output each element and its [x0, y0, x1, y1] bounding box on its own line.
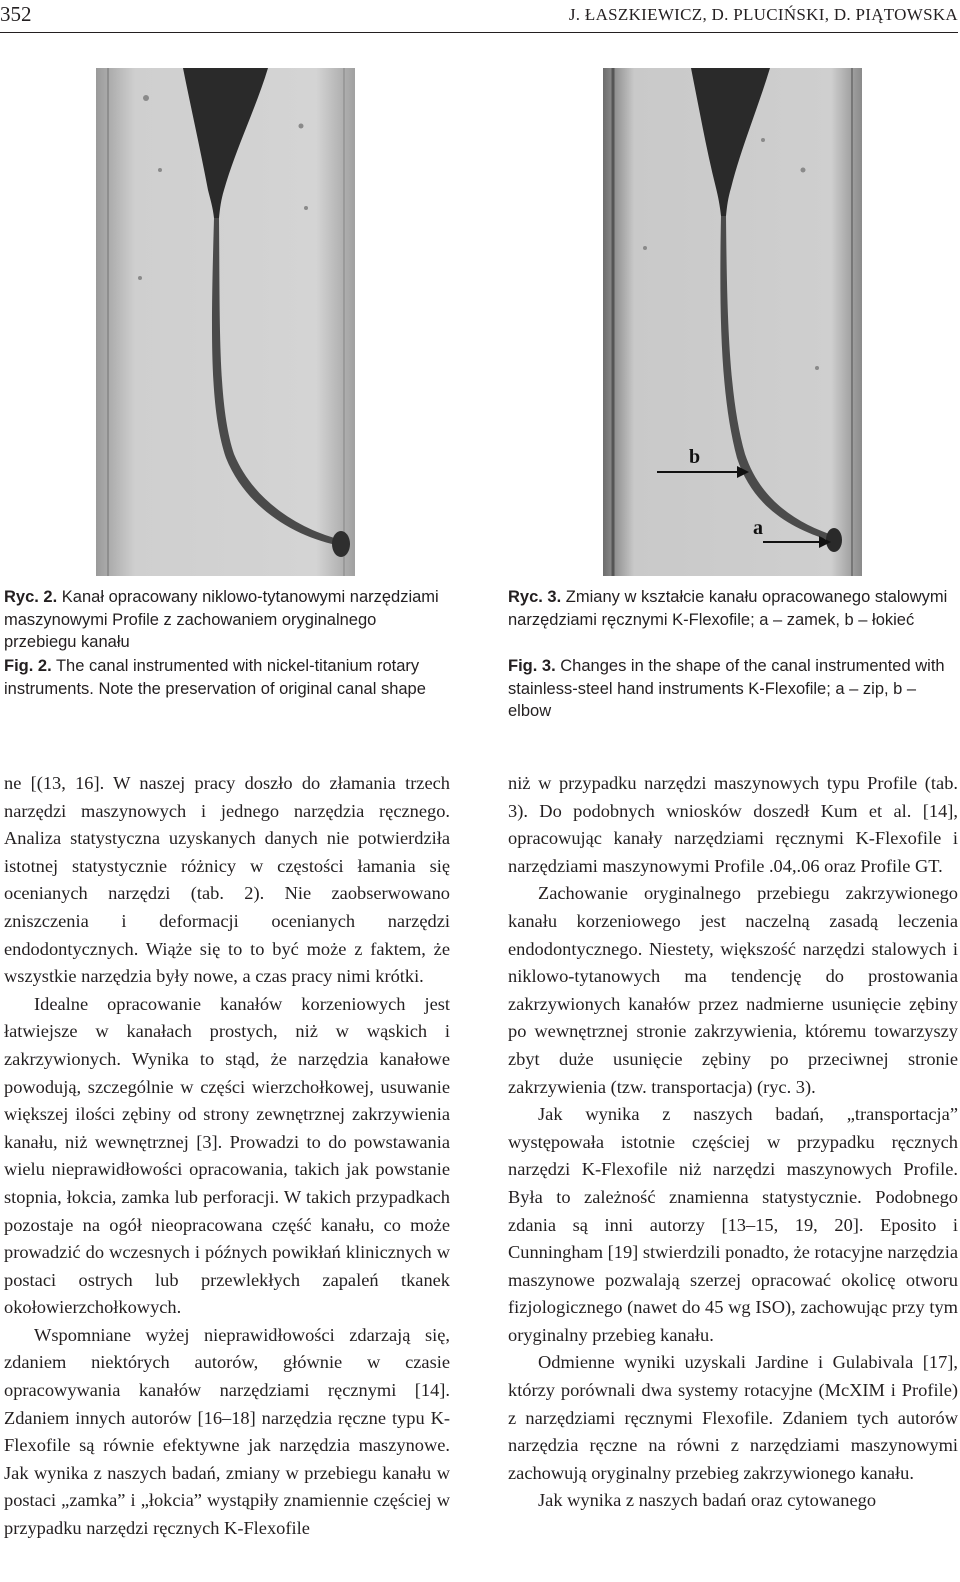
body-paragraph: Jak wynika z naszych badań oraz cytowanego — [538, 1490, 877, 1511]
figure3-caption-pl-text: Zmiany w kształcie kanału opracowanego stalowymi narzędziami ręcznymi K-Flexofile; a – zamek, b – łokieć — [508, 588, 948, 629]
page-number: 352 — [0, 2, 32, 26]
figure3-caption-pl — [508, 586, 958, 631]
body-paragraph: Wspomniane wyżej nieprawidłowości zdarzają się, zdaniem niektórych autorów, głównie w czasie opracowywania kanałów narzędziami ręcznymi [14]. Zdaniem innych autorów [16–18] narzędzia ręczne typu K-Flexofile są równie efektywne jak narzędzia maszynowe. Jak wynika z naszych badań, zmiany w przebiegu kanału w postaci „zamka” i „łokcia” wystąpiły znamiennie częściej w przypadku narzędzi ręcznych K-Flexofile — [4, 1324, 450, 1539]
figure3-caption-en-label: Fig. 3. — [508, 657, 556, 675]
figure2-caption-en — [4, 655, 444, 700]
body-paragraph: ne [(13, 16]. W naszej pracy doszło do złamania trzech narzędzi maszynowych i jednego narzędzia ręcznego. Analiza statystyczna uzyskanych danych nie potwierdziła istotnej statystycznie różnicy w częstości łamania się ocenianych narzędzi (tab. 2). Nie zaobserwowano zniszczenia i deformacji ocenianych narzędzi endodontycznych. Wiąże się to to być może z faktem, że wszystkie narzędzia były nowe, a czas pracy nimi krótki. — [4, 773, 450, 987]
figure3-label-b: b — [689, 446, 701, 468]
figure2-caption-pl-label: Ryc. 2. — [4, 588, 58, 606]
figure3-caption-pl-label: Ryc. 3. — [508, 588, 562, 606]
body-paragraph: Zachowanie oryginalnego przebiegu zakrzywionego kanału korzeniowego jest naczelną zasadą leczenia endodontycznego. Niestety, większość narzędzi stalowych i niklowo-tytanowych ma tendencję do prostowania zakrzywionych kanałów przez nadmierne usunięcie zębiny po wewnętrznej stronie zakrzywienia, któremu towarzyszy zbyt duże usunięcie zębiny po przeciwnej stronie zakrzywienia (tzw. transportacja) (ryc. 3). — [508, 883, 958, 1097]
figure2-caption-en-text: The canal instrumented with nickel-titanium rotary instruments. Note the preservation of original canal shape — [4, 657, 426, 698]
figure3-caption-en — [508, 655, 958, 723]
running-authors: J. ŁASZKIEWICZ, D. PLUCIŃSKI, D. PIĄTOWSKA — [568, 5, 958, 24]
body-paragraph: Idealne opracowanie kanałów korzeniowych jest łatwiejsze w kanałach prostych, niż w wąskich i zakrzywionych. Wynika to stąd, że narzędzia kanałowe powodują, szczególnie w części wierzchołkowej, usuwanie większej ilości zębiny od strony zewnętrznej zakrzywienia kanału, niż wewnętrznej [3]. Prowadzi to do powstawania wielu nieprawidłowości opracowania, takich jak powstanie stopnia, łokcia, zamka lub perforacji. W takich przypadkach pozostaje na ogół nieopracowana część kanału, co może prowadzić do wczesnych i późnych powikłań klinicznych w postaci ostrych lub przewlekłych zapaleń tkanek okołowierzchołkowych. — [4, 993, 450, 1318]
figure2-caption-pl — [4, 586, 444, 654]
body-paragraph: niż w przypadku narzędzi maszynowych typu Profile (tab. 3). Do podobnych wniosków doszedł Kum et al. [14], opracowując kanały narzędziami ręcznymi K-Flexofile i narzędziami maszynowymi Profile .04,.06 oraz Profile GT. — [508, 773, 958, 876]
figure2-photo — [96, 68, 355, 576]
figure3-label-a: a — [753, 517, 763, 539]
figure2-caption-pl-text: Kanał opracowany niklowo-tytanowymi narzędziami maszynowymi Profile z zachowaniem oryginalnego przebiegu kanału — [4, 588, 439, 652]
body-column-right — [508, 770, 958, 1515]
figure2-caption-en-label: Fig. 2. — [4, 657, 52, 675]
body-column-left — [4, 770, 450, 1543]
figure3-photo — [603, 68, 862, 576]
body-paragraph: Odmienne wyniki uzyskali Jardine i Gulabivala [17], którzy porównali dwa systemy rotacyjne (McXIM i Profile) z narzędziami ręcznymi Flexofile. Zdaniem tych autorów narzędzia ręczne na równi z narzędziami maszynowymi zachowują oryginalny przebieg zakrzywionego kanału. — [508, 1352, 958, 1483]
header-rule — [0, 32, 958, 33]
body-paragraph: Jak wynika z naszych badań, „transportacja” występowała istotnie częściej w przypadku ręcznych narzędzi K-Flexofile niż narzędzi maszynowych Profile. Była to zależność znamienna statystycznie. Podobnego zdania są inni autorzy [13–15, 19, 20]. Eposito i Cunningham [19] stwierdzili ponadto, że rotacyjne narzędzia maszynowe pozwalają szerzej opracować okolicę otworu fizjologicznego (nawet do 45 wg ISO), zachowując przy tym oryginalny przebieg kanału. — [508, 1104, 958, 1345]
figure3-caption-en-text: Changes in the shape of the canal instrumented with stainless-steel hand instruments K-Flexofile; a – zip, b – elbow — [508, 657, 945, 721]
running-header — [0, 0, 960, 34]
